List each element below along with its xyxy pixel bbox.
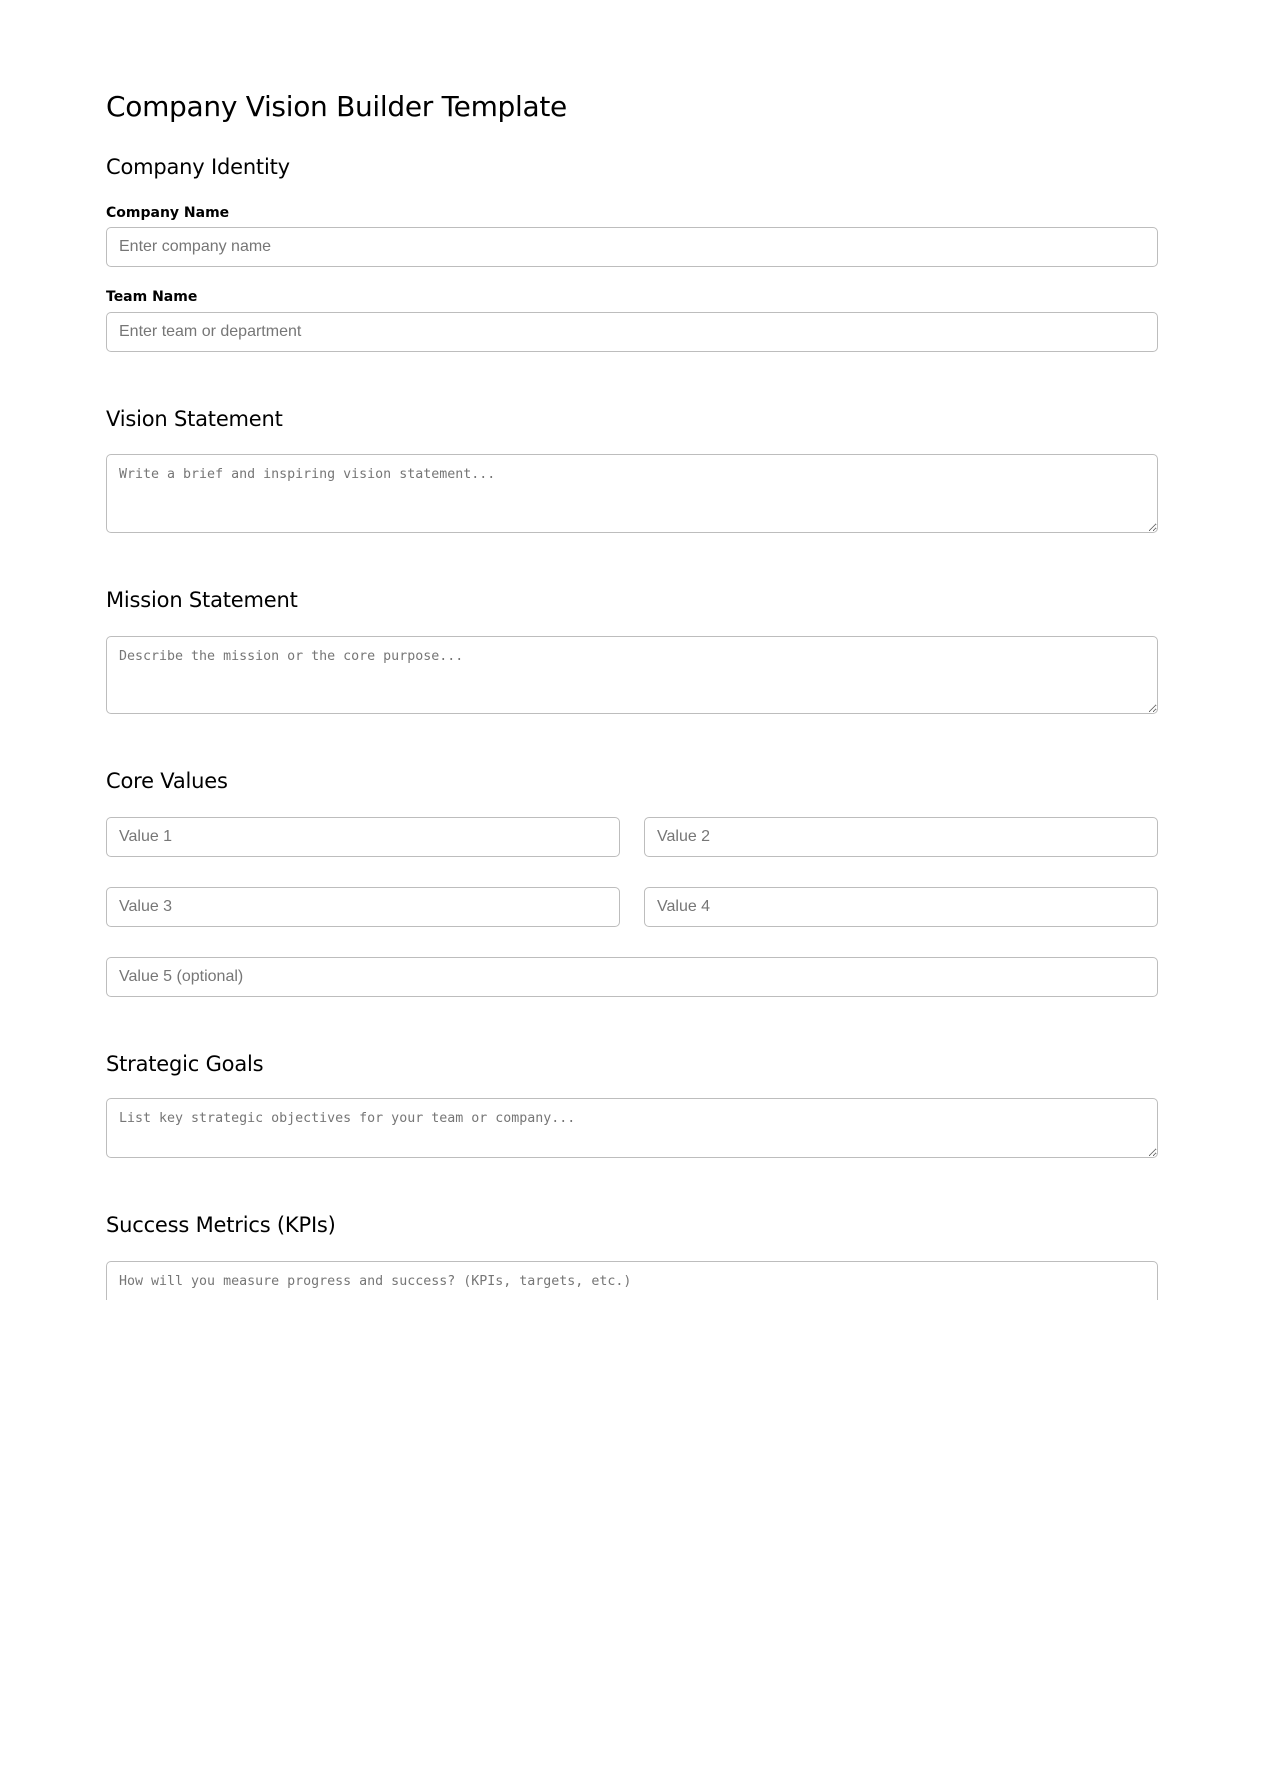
team-name-input[interactable] <box>106 312 1158 352</box>
vision-statement-heading: Vision Statement <box>106 407 283 431</box>
core-value-4-input[interactable] <box>644 887 1158 927</box>
company-name-input[interactable] <box>106 227 1158 267</box>
page-title: Company Vision Builder Template <box>106 90 567 123</box>
success-metrics-heading: Success Metrics (KPIs) <box>106 1213 336 1237</box>
core-value-5-input[interactable] <box>106 957 1158 997</box>
core-value-1-input[interactable] <box>106 817 620 857</box>
success-metrics-textarea[interactable] <box>106 1261 1158 1300</box>
mission-statement-textarea[interactable] <box>106 636 1158 714</box>
strategic-goals-textarea[interactable] <box>106 1098 1158 1158</box>
vision-builder-form <box>106 0 1158 1300</box>
core-value-2-input[interactable] <box>644 817 1158 857</box>
core-values-heading: Core Values <box>106 769 228 793</box>
team-name-label: Team Name <box>106 289 198 305</box>
strategic-goals-heading: Strategic Goals <box>106 1052 264 1076</box>
vision-statement-textarea[interactable] <box>106 454 1158 533</box>
mission-statement-heading: Mission Statement <box>106 588 298 612</box>
core-value-3-input[interactable] <box>106 887 620 927</box>
company-identity-heading: Company Identity <box>106 155 290 179</box>
company-name-label: Company Name <box>106 205 230 221</box>
